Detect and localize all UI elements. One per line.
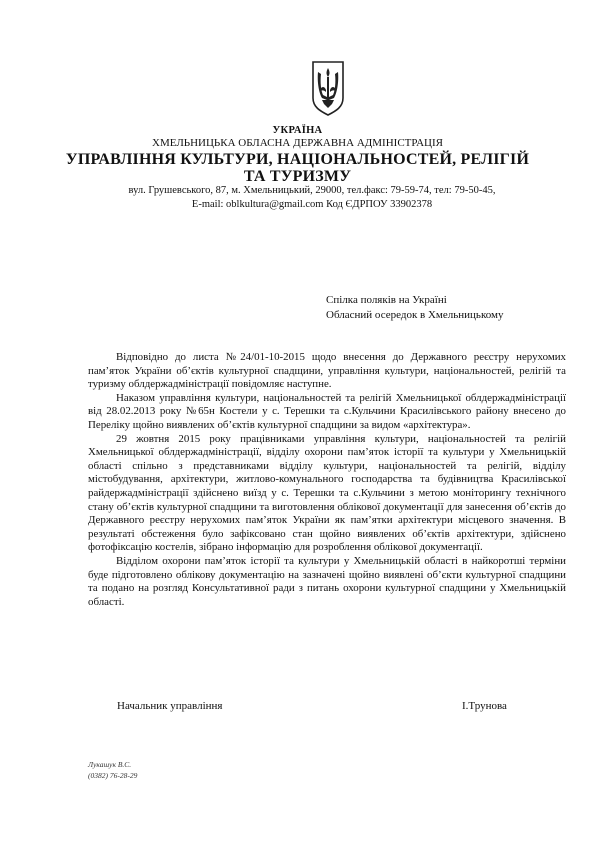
body-paragraph-1: Відповідно до листа №24/01-10-2015 щодо внесення до Державного реєстру нерухомих пам’яток України об’єктів культурної спадщини, управління культури, національностей, релігій та туризму облдержадміністрації повідомляє наступне. bbox=[88, 351, 566, 391]
body-paragraph-4: Відділом охорони пам’яток історії та культури у Хмельницькій області в найкоротші терміни буде підготовлено облікову документацію на зазначені щойно виявлені об’єкти культурної спадщини та подано на розгляд Консультативної ради з питань охорони культурної спадщини у Хмельницькій області. bbox=[88, 554, 566, 608]
country-name: УКРАЇНА bbox=[272, 125, 323, 136]
department-name-line1: УПРАВЛІННЯ КУЛЬТУРИ, НАЦІОНАЛЬНОСТЕЙ, РЕЛІГІЙ bbox=[65, 151, 530, 168]
recipient-line2: Обласний осередок в Хмельницькому bbox=[326, 309, 504, 321]
letter-body bbox=[88, 351, 566, 609]
address-line: вул. Грушевського, 87, м. Хмельницький, 29000, тел.факс: 79-59-74, тел: 79-50-45, bbox=[128, 185, 496, 196]
executor-phone: (0382) 76-28-29 bbox=[88, 771, 138, 780]
signature-name: І.Трунова bbox=[462, 700, 507, 712]
department-name-line2: ТА ТУРИЗМУ bbox=[243, 168, 352, 185]
signature-title: Начальник управління bbox=[117, 700, 223, 712]
recipient-line1: Спілка поляків на Україні bbox=[326, 294, 447, 306]
ukraine-trident-emblem-icon bbox=[310, 60, 346, 116]
administration-name: ХМЕЛЬНИЦЬКА ОБЛАСНА ДЕРЖАВНА АДМІНІСТРАЦІЯ bbox=[152, 137, 443, 149]
executor-name: Лукашук В.С. bbox=[88, 760, 132, 769]
body-paragraph-2: Наказом управління культури, національностей та релігій Хмельницької облдержадміністрації від 28.02.2013 року №65н Костели у с. Терешки та с.Кульчини Красилівського району внесено до Переліку щойно виявлених об’єктів культурної спадщини за видом «архітектура». bbox=[88, 391, 566, 431]
email-line: E-mail: oblkultura@gmail.com Код ЄДРПОУ 33902378 bbox=[191, 199, 433, 210]
body-paragraph-3: 29 жовтня 2015 року працівниками управління культури, національностей та релігій Хмельницької облдержадміністрації, відділу охорони пам’яток історії та культури у Хмельницькій області спільно з представниками відділу культури, національностей та релігій, відділу містобудування, архітектури, житлово-комунального господарства та будівництва Красилівської райдержадміністрації здійснено виїзд у с. Терешки та с.Кульчини з метою моніторингу технічного стану об’єктів культурної спадщини та виготовлення облікової документації для занесення об’єктів до Державного реєстру нерухомих пам’яток України як пам’ятки архітектури місцевого значення. В результаті обстеження було зафіксовано стан щойно виявлених об’єктів архітектури, здійснено фотофіксацію костелів, зібрано інформацію для розроблення облікової документації. bbox=[88, 432, 566, 554]
